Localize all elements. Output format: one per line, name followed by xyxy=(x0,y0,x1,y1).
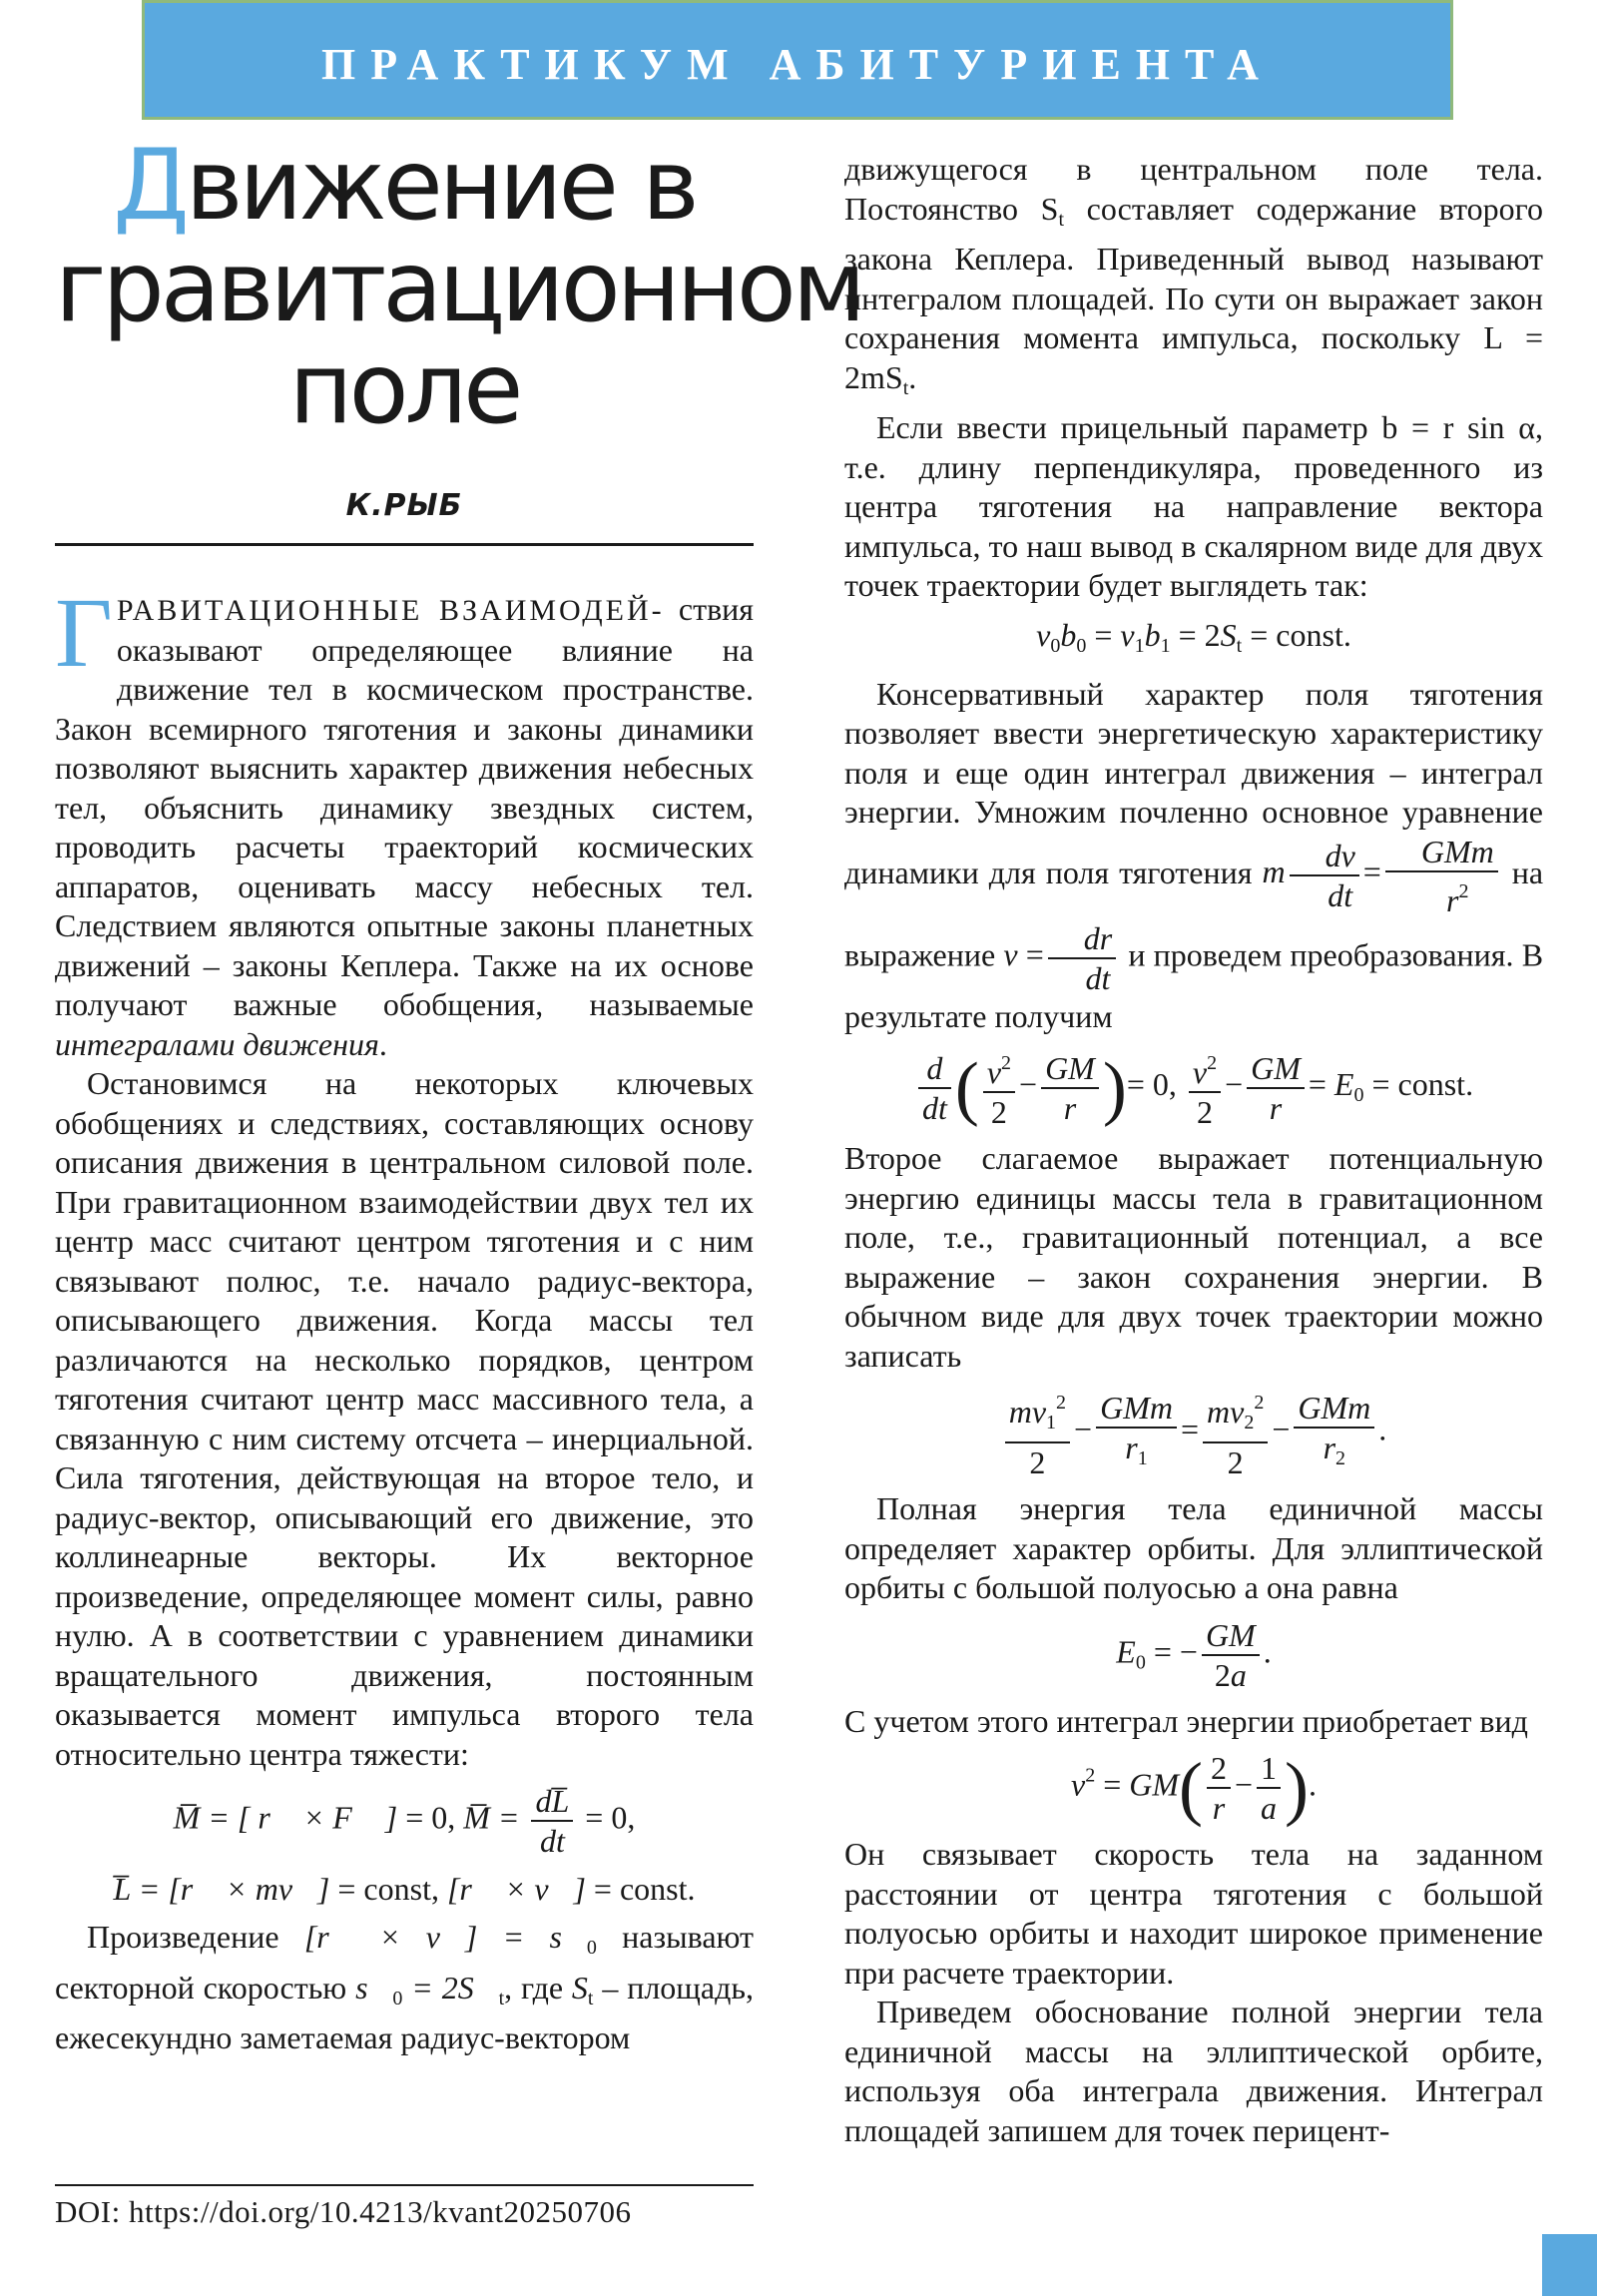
left-column xyxy=(55,129,862,2058)
impact-text-b: т.е. длину перпендикуляра, проведенного из центра тяготения на направление вектора импульса, то наш вывод в скалярном виде для двух точек траектории будет выглядеть так: xyxy=(844,448,1543,603)
paragraph-vis-viva-meaning: Он связывает скорость тела на заданном расстоянии от центра тяготения с большой полуосью орбиты и находит широкое применение при расчете траектории. xyxy=(844,1836,1543,1991)
paragraph-energy-intro: Консервативный характер поля тяготения позволяет ввести энергетическую характеристику поля и еще один интеграл движения – интеграл энергии. Умножим почленно основное уравнение динамики для поля тяготения m $\frac{dv}{dt}$ = $\frac{\text{GMm}}{r^2}$ на выражение v = $\frac{dr}{dt}$ и проведем преобразования. В результате получим xyxy=(844,675,1544,1034)
intro-smallcaps: РАВИТАЦИОННЫЕ ВЗАИМОДЕЙ- xyxy=(116,594,665,627)
sector-text-d: – площадь, ежесекундно заметаемая радиус-вектором xyxy=(55,1969,754,2055)
doi-footnote: DOI: https://doi.org/10.4213/kvant20250706 xyxy=(55,2194,632,2229)
paragraph-impact-parameter xyxy=(844,408,1543,606)
paragraph-vis-viva-intro: С учетом этого интеграл энергии приобретает вид xyxy=(844,1702,1528,1739)
dropcap: Г xyxy=(55,577,113,688)
paragraph-orbit-energy: Полная энергия тела единичной массы определяет характер орбиты. Для эллиптической орбиты с большой полуосью a она равна xyxy=(844,1490,1543,1605)
paragraph-potential: Второе слагаемое выражает потенциальную энергию единицы массы тела в гравитационном поле, т.е., гравитационный потенциал, а все выражение – закон сохранения энергии. В обычном виде для двух точек траектории можно записать xyxy=(844,1140,1543,1374)
paragraph-justification: Приведем обоснование полной энергии тела единичной массы на эллиптической орбите, используя оба интеграла движения. Интеграл площадей запишем для точек перицент- xyxy=(844,1994,1543,2148)
title-rule xyxy=(55,543,754,546)
formula-angular-momentum: L̅ = [r⃗ × mv⃗] = const, [r⃗ × v⃗] = const. xyxy=(113,1871,696,1907)
formula-e0: $E_0$ = − $\frac{GM}{2a}$ . xyxy=(1116,1616,1272,1693)
title-line-1: вижение в xyxy=(185,129,696,243)
sector-text-a: Произведение xyxy=(87,1919,279,1955)
energy-text-and: и xyxy=(1128,935,1146,972)
paragraph-intro xyxy=(55,577,755,1064)
right-column xyxy=(844,150,1543,2150)
title-line-2: гравитационном xyxy=(55,231,862,344)
section-banner-text: ПРАКТИКУМ АБИТУРИЕНТА xyxy=(321,39,1274,89)
frac-dl-dt: $\frac{dL̅}{dt}$ xyxy=(531,1782,573,1860)
kepler-text-b: составляет содержание второго закона Кеплера. Приведенный вывод называют интегралом площадей. По сути он выражает закон сохранения момента импульса, поскольку L = 2mS xyxy=(844,190,1544,395)
formula-moment: M̅ = [ r⃗ × F⃗ ] = 0, M̅ = $\frac{dL̅}{dt}$ = 0, xyxy=(173,1783,636,1859)
title-line-3: поле xyxy=(288,332,520,446)
sector-text-b: называют секторной скоростью xyxy=(55,1919,754,2006)
article-title xyxy=(55,129,862,446)
footnote-rule xyxy=(55,2184,754,2186)
energy-text-mid: на выражение xyxy=(844,854,1544,972)
paragraph-kepler: движущегося в центральном поле тела. Постоянство $S_t$ составляет содержание второго закона Кеплера. Приведенный вывод называют интегралом площадей. По сути он выражает закон сохранения момента импульса, поскольку $L = 2mS_t$. xyxy=(844,151,1544,399)
formula-vis-viva: $v^2 = GM$( $\frac{2}{r}$ − $\frac{1}{a}$ ). xyxy=(1070,1748,1318,1828)
paragraph-central-field: Остановимся на некоторых ключевых обобщениях и следствиях, составляющих основу описания движения в центральном силовой поле. При гравитационном взаимодействии двух тел их центр масс считают центром тяготения и с ним связывают полюс, т.е. начало радиус-вектора, описывающего движения. Когда массы тел различаются на несколько порядков, центром тяготения считают центр масс массивного тела, а связанную с ним систему отсчета – инерциальной. Сила тяготения, действующая на второе тело, и радиус-вектор, описывающий его движение, это коллинеарные векторы. Их векторное произведение, определяющее момент силы, равно нулю. А в соответствии с уравнением динамики вращательного движения, постоянным оказывается момент импульса второго тела относительно центра тяжести: xyxy=(55,1065,754,1772)
formula-energy-integral: $\frac{d}{dt}$ ( $\frac{v^2}{2}$ − $\frac{GM}{r}$ )= 0, $\frac{v^2}{2}$ − $\frac{GM}{r}$ = $E_0$ = const. xyxy=(844,1044,1543,1131)
sector-text-c: , где xyxy=(504,1969,564,2006)
intro-end: . xyxy=(378,1025,387,1062)
page-corner-tab xyxy=(1542,2234,1597,2296)
section-banner xyxy=(142,0,1453,120)
intro-text: ствия оказывают определяющее влияние на движение тел в космическом пространстве. Закон всемирного тяготения и законы динамики позволяют выяснить характер движения небесных тел, объяснить динамику звездных систем, проводить расчеты траекторий космических аппаратов, оценивать массу небесных тел. Следствием являются опытные законы планетных движений – законы Кеплера. Также на их основе получают важные обобщения, называемые xyxy=(55,591,755,1022)
formula-areal: $v_0b_0 = v_1b_1 = 2S_t$ = const. xyxy=(1036,616,1351,657)
intro-italic: интегралами движения xyxy=(55,1025,379,1062)
paragraph-sector-velocity: Произведение [r⃗ × v⃗] = $s⃗_0$ называют секторной скоростью $s⃗_0$ = $2S⃗_t$, где $S_t$ – площадь, ежесекундно заметаемая радиус-вектором xyxy=(55,1919,754,2055)
energy-text-a: Консервативный характер поля тяготения позволяет ввести энергетическую характеристику поля и еще один интеграл движения – интеграл энергии. Умножим почленно основное уравнение динамики для поля тяготения xyxy=(844,675,1543,890)
impact-text-a: Если ввести прицельный параметр b = r sin α, xyxy=(876,409,1543,445)
title-initial: Д xyxy=(113,129,186,243)
formula-two-points: $\frac{mv_1^2}{2}$ − $\frac{\text{GMm}}{r_1}$ = $\frac{mv_2^2}{2}$ − $\frac{\text{GMm}}{r_2}$ . xyxy=(844,1384,1543,1481)
energy-text-end: проведем преобразования. В результате получим xyxy=(844,935,1544,1034)
author: К.РЫБ xyxy=(345,488,463,523)
kepler-text-a: движущегося в центральном поле тела. Постоянство S xyxy=(844,151,1543,227)
